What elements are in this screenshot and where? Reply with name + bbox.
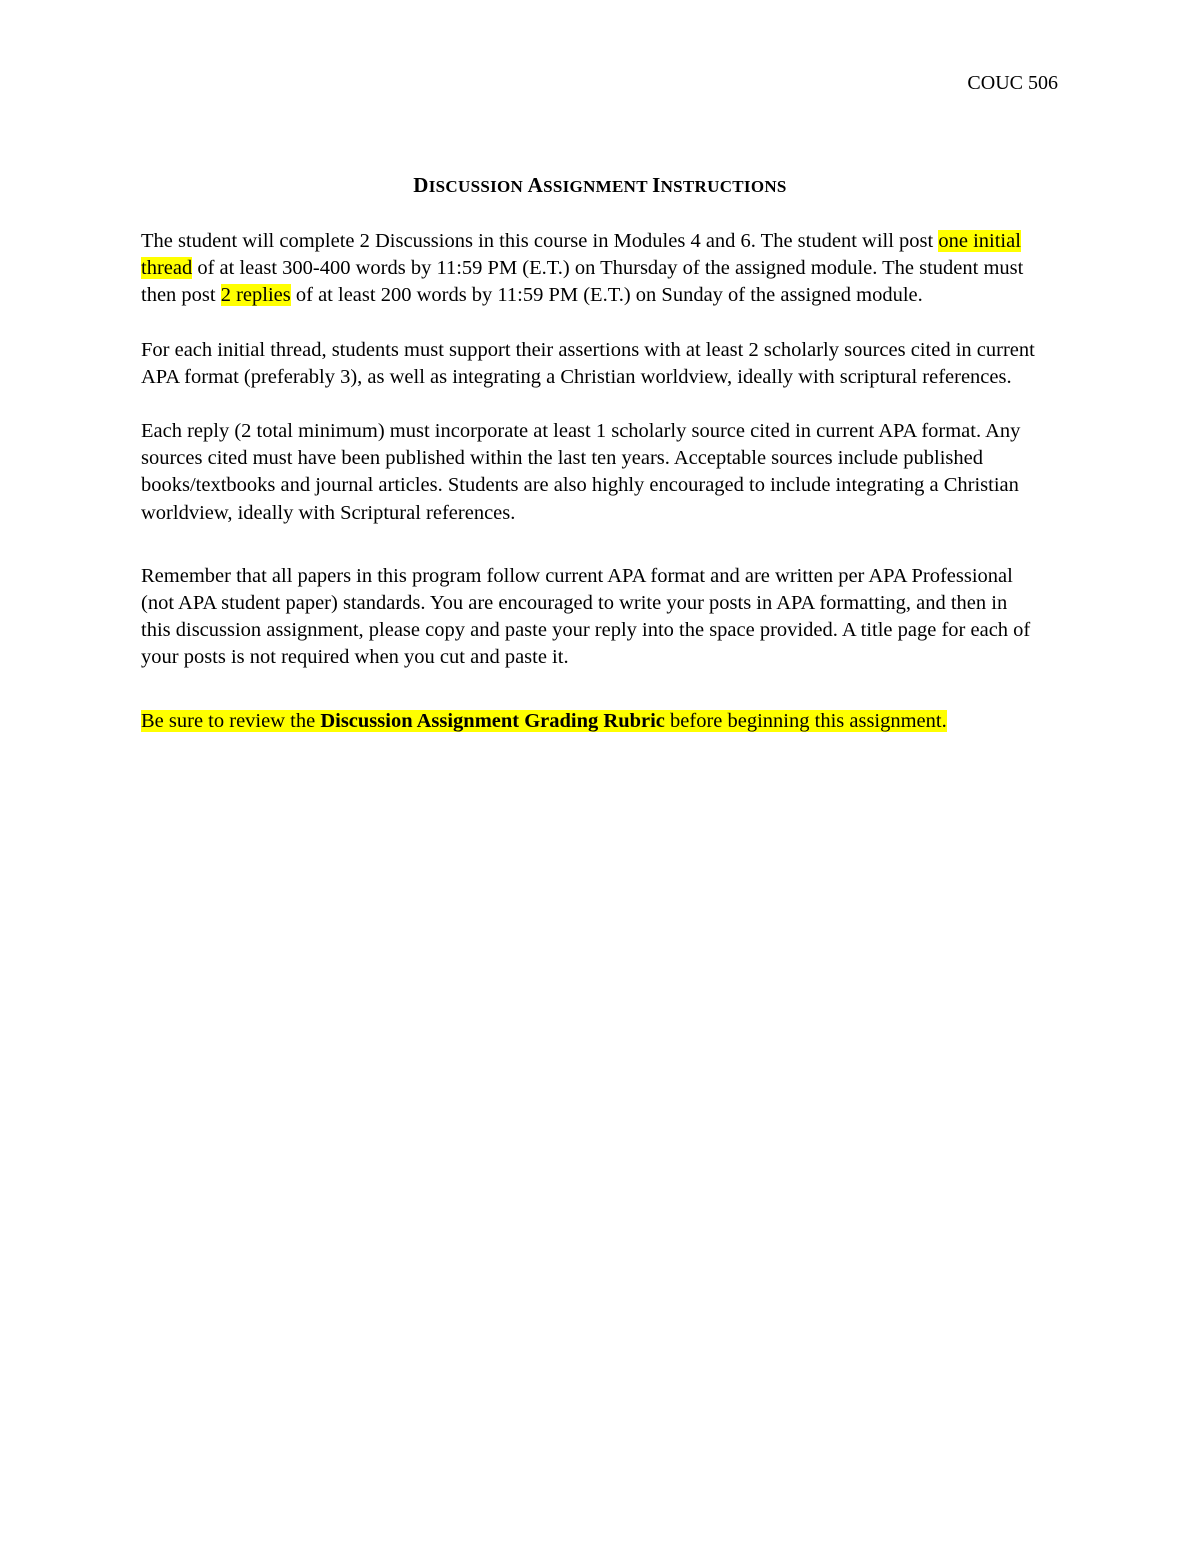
paragraph-posting-requirements [141, 228, 1061, 310]
paragraph-reply-sources: Each reply (2 total minimum) must incorporate at least 1 scholarly source cited in current APA format. Any sources cited must have been published within the last ten years. Acceptable sources include published books/textbooks and journal articles. Students are also highly encouraged to include integrating a Christian worldview, ideally with Scriptural references. [141, 420, 1021, 524]
highlight-initial-thread: one initial thread [141, 230, 1021, 280]
paragraph-apa-format: Remember that all papers in this program follow current APA format and are written per APA Professional (not APA student paper) standards. You are encouraged to write your posts in APA formatting, and then in this discussion assignment, please copy and paste your reply into the space provided. A title page for each of your posts is not required when you cut and paste it. [141, 564, 1031, 669]
title-rest-i: NSTRUCTIONS [660, 177, 787, 196]
p1-text-2: of at least 300-400 words by 11:59 PM (E.T.) on Thursday of the assigned module. The student must then post [141, 257, 1024, 307]
paragraph-rubric-reminder [141, 708, 961, 735]
highlight-replies: 2 replies [220, 284, 291, 307]
p1-text-1: The student will complete 2 Discussions in this course in Modules 4 and 6. The student will post [141, 230, 939, 252]
course-code-header: COUC 506 [967, 72, 1058, 94]
title-cap-i: I [652, 173, 661, 197]
title-cap-d: D [413, 173, 429, 197]
p5-text-2: before beginning this assignment. [664, 709, 947, 732]
p1-text-3: of at least 200 words by 11:59 PM (E.T.) on Sunday of the assigned module. [290, 284, 923, 307]
paragraph-thread-sources: For each initial thread, students must support their assertions with at least 2 scholarly sources cited in current APA format (preferably 3), as well as integrating a Christian worldview, ideally with scriptural references. [141, 338, 1035, 388]
title-rest-a: SSIGNMENT [543, 177, 653, 196]
title-rest-d: ISCUSSION [428, 177, 528, 196]
document-title [0, 172, 1200, 200]
document-body [141, 228, 1061, 735]
rubric-name-bold: Discussion Assignment Grading Rubric [320, 709, 665, 732]
title-cap-a: A [527, 173, 544, 197]
p5-text-1: Be sure to review the [141, 709, 321, 732]
